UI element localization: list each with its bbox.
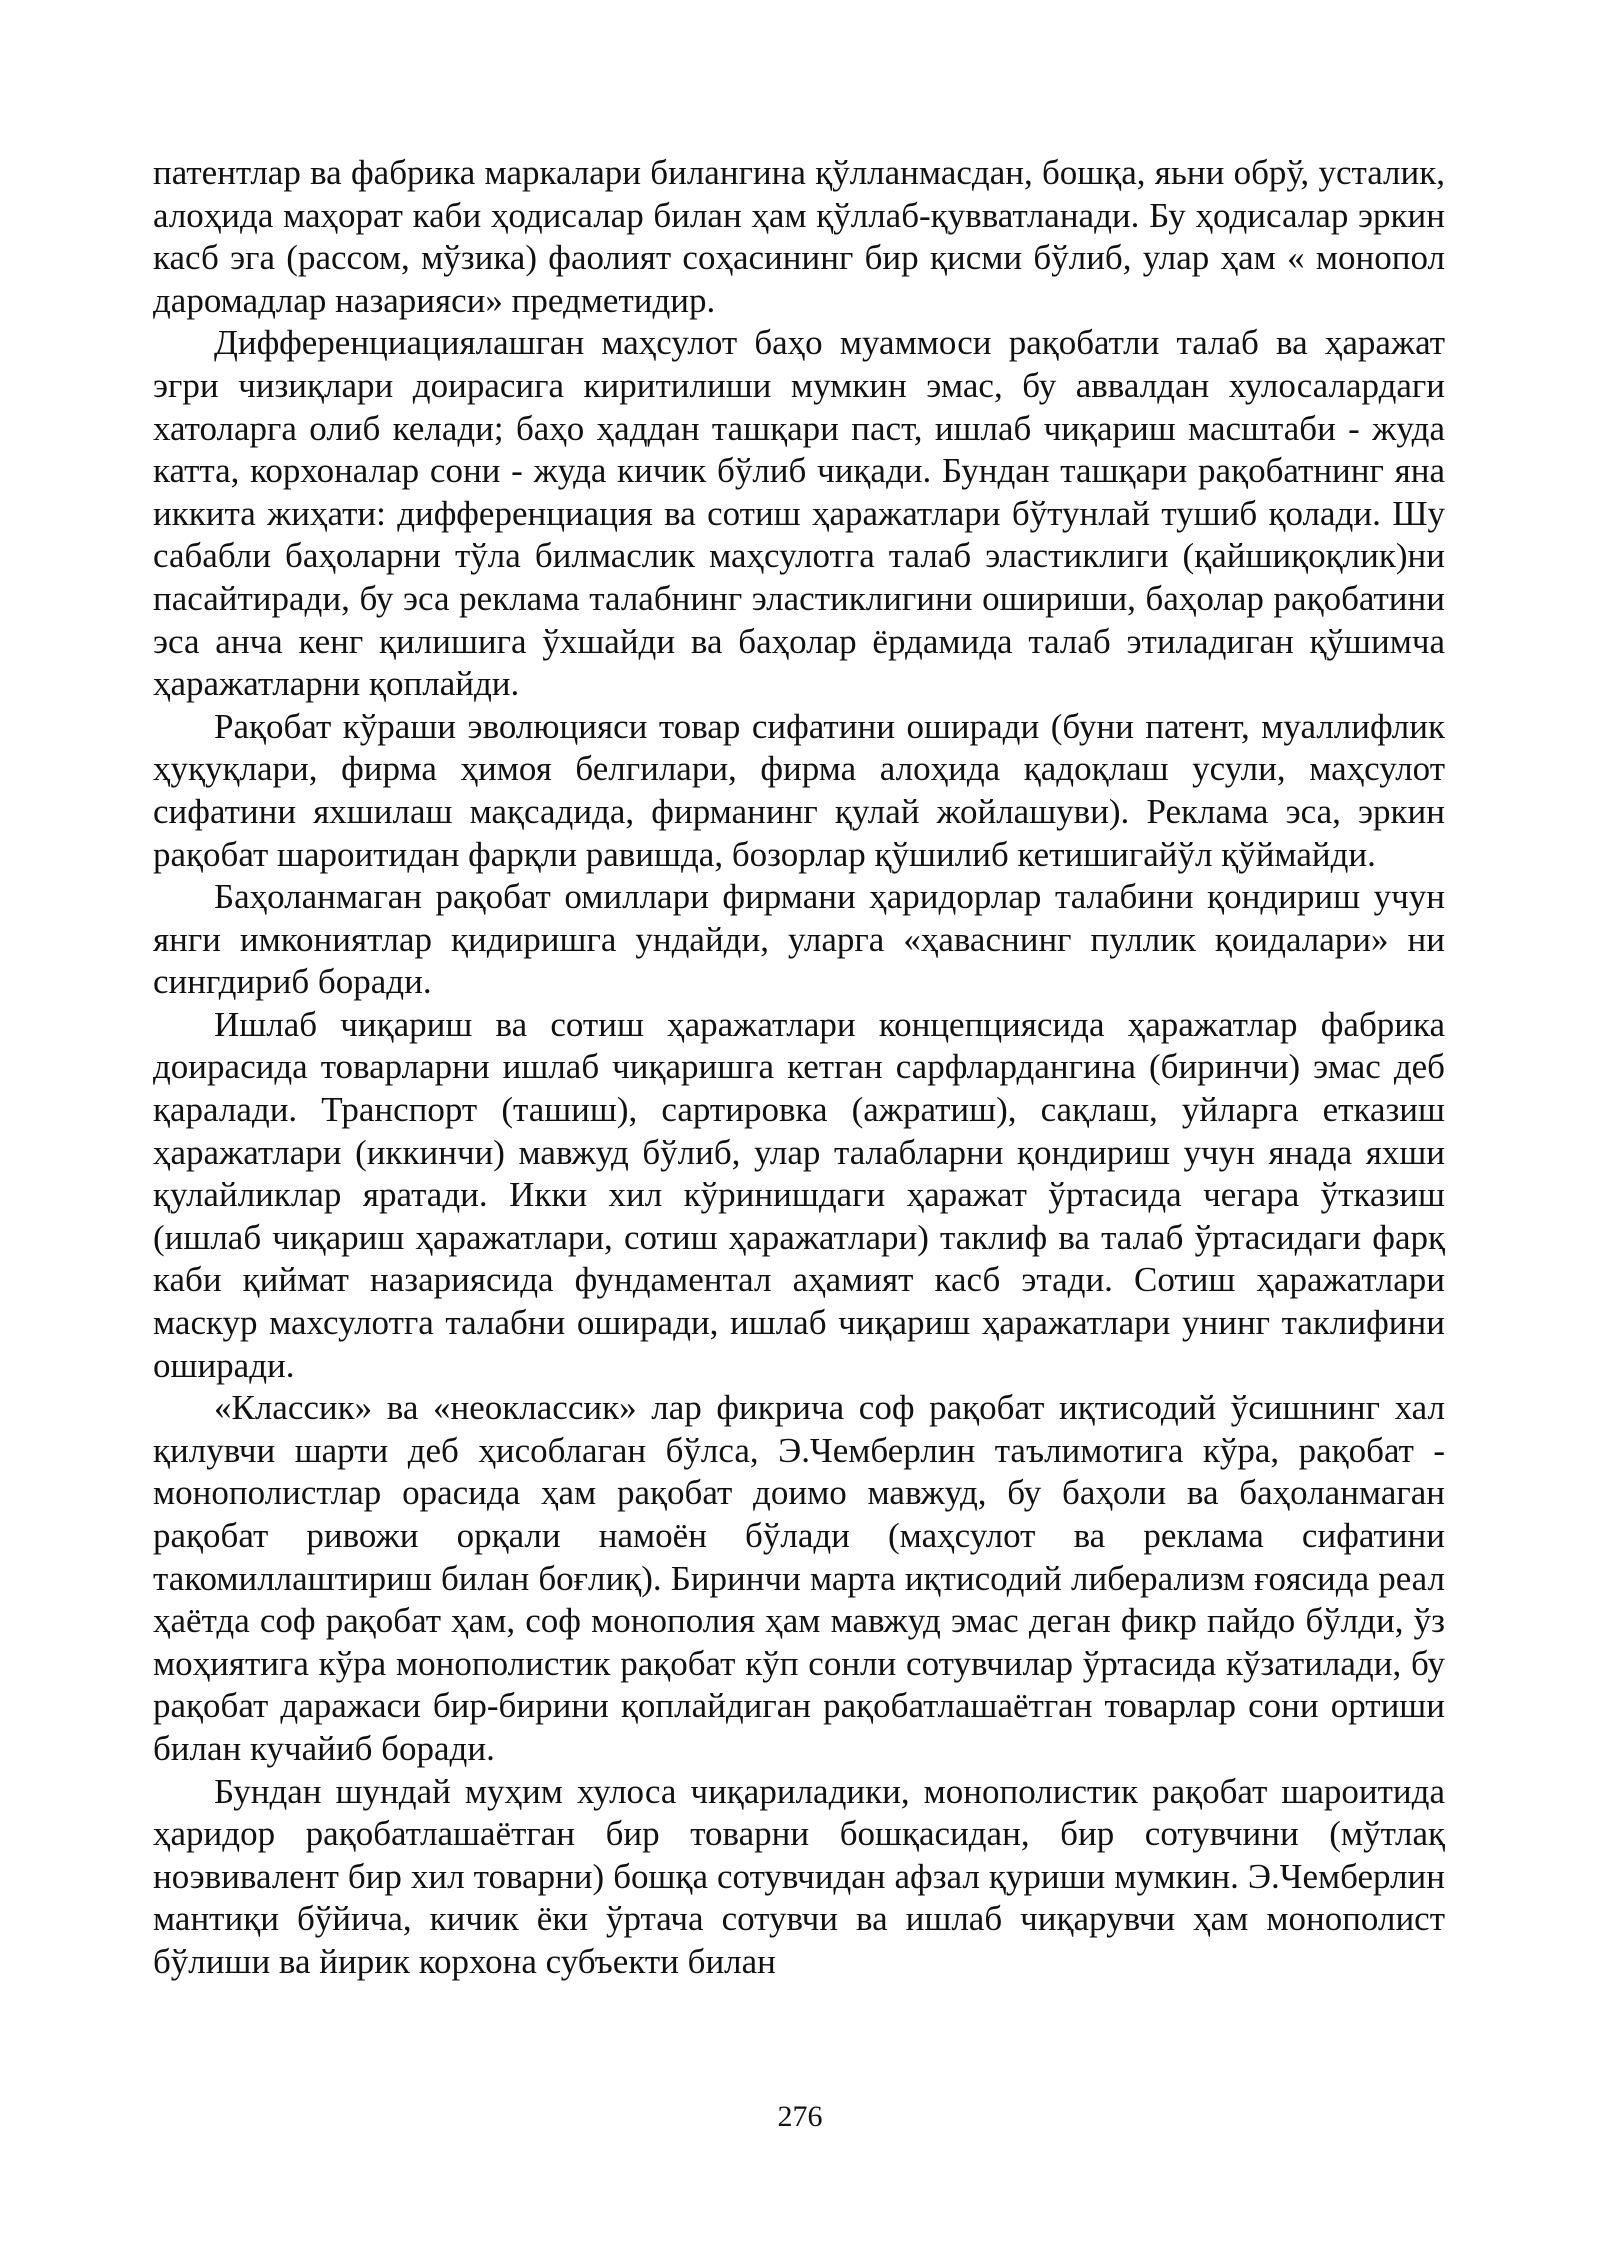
paragraph-3: Рақобат кўраши эволюцияси товар сифатини оширади (буни патент, муаллифлик ҳуқуқлари, фирма ҳимоя белгилари, фирма алоҳида қадоқлаш усули, маҳсулот сифатини яхшилаш мақсадида, фирманинг қулай жойлашуви). Реклама эса, эркин рақобат шароитидан фарқли равишда, бозорлар қўшилиб кетишигайўл қўймайди. xyxy=(153,706,1445,874)
paragraph-2: Дифференциациялашган маҳсулот баҳо муаммоси рақобатли талаб ва ҳаражат эгри чизиқлари доирасига киритилиши мумкин эмас, бу аввалдан хулосалардаги хатоларга олиб келади; баҳо ҳаддан ташқари паст, ишлаб чиқариш масштаби - жуда катта, корхоналар сони - жуда кичик бўлиб чиқади. Бундан ташқари рақобатнинг яна иккита жиҳати: дифференциация ва сотиш ҳаражатлари бўтунлай тушиб қолади. Шу сабабли баҳоларни тўла билмаслик маҳсулотга талаб эластиклиги (қайшиқоқлик)ни пасайтиради, бу эса реклама талабнинг эластиклигини ошириши, баҳолар рақобатини эса анча кенг қилишига ўхшайди ва баҳолар ёрдамида талаб этиладиган қўшимча ҳаражатларни қоплайди. xyxy=(153,323,1445,704)
paragraph-6: «Классик» ва «неоклассик» лар фикрича соф рақобат иқтисодий ўсишнинг хал қилувчи шарти деб ҳисоблаган бўлса, Э.Чемберлин таълимотига кўра, рақобат - монополистлар орасида ҳам рақобат доимо мавжуд, бу баҳоли ва баҳоланмаган рақобат ривожи орқали намоён бўлади (маҳсулот ва реклама сифатини такомиллаштириш билан боғлиқ). Биринчи марта иқтисодий либерализм ғоясида реал ҳаётда соф рақобат ҳам, соф монополия ҳам мавжуд эмас деган фикр пайдо бўлди, ўз моҳиятига кўра монополистик рақобат кўп сонли сотувчилар ўртасида кўзатилади, бу рақобат даражаси бир-бирини қоплайдиган рақобатлашаётган товарлар сони ортиши билан кучайиб боради. xyxy=(153,1388,1445,1768)
paragraph-5: Ишлаб чиқариш ва сотиш ҳаражатлари концепциясида ҳаражатлар фабрика доирасида товарларни ишлаб чиқаришга кетган сарфлардангина (биринчи) эмас деб қаралади. Транспорт (ташиш), сартировка (ажратиш), сақлаш, уйларга етказиш ҳаражатлари (иккинчи) мавжуд бўлиб, улар талабларни қондириш учун янада яхши қулайликлар яратади. Икки хил кўринишдаги ҳаражат ўртасида чегара ўтказиш (ишлаб чиқариш ҳаражатлари, сотиш ҳаражатлари) таклиф ва талаб ўртасидаги фарқ каби қиймат назариясида фундаментал аҳамият касб этади. Сотиш ҳаражатлари маскур махсулотга талабни оширади, ишлаб чиқариш ҳаражатлари унинг таклифини оширади. xyxy=(153,1004,1445,1385)
page-number: 276 xyxy=(777,2100,823,2133)
paragraph-4: Баҳоланмаган рақобат омиллари фирмани ҳаридорлар талабини қондириш учун янги имкониятлар қидиришга ундайди, уларга «ҳаваснинг пуллик қоидалари» ни сингдириб боради. xyxy=(153,877,1445,1002)
body-text xyxy=(153,152,1445,1984)
paragraph-1: патентлар ва фабрика маркалари билангина қўлланмасдан, бошқа, яьни обрў, усталик, алоҳида маҳорат каби ҳодисалар билан ҳам қўллаб-қувватланади. Бу ҳодисалар эркин касб эга (рассом, мўзика) фаолият соҳасининг бир қисми бўлиб, улар ҳам « монопол даромадлар назарияси» предметидир. xyxy=(153,153,1445,320)
paragraph-7: Бундан шундай муҳим хулоса чиқариладики, монополистик рақобат шароитида ҳаридор рақобатлашаётган бир товарни бошқасидан, бир сотувчини (мўтлақ ноэвивалент бир хил товарни) бошқа сотувчидан афзал қуриши мумкин. Э.Чемберлин мантиқи бўйича, кичик ёки ўртача сотувчи ва ишлаб чиқарувчи ҳам монополист бўлиши ва йирик корхона субъекти билан xyxy=(153,1771,1445,1981)
